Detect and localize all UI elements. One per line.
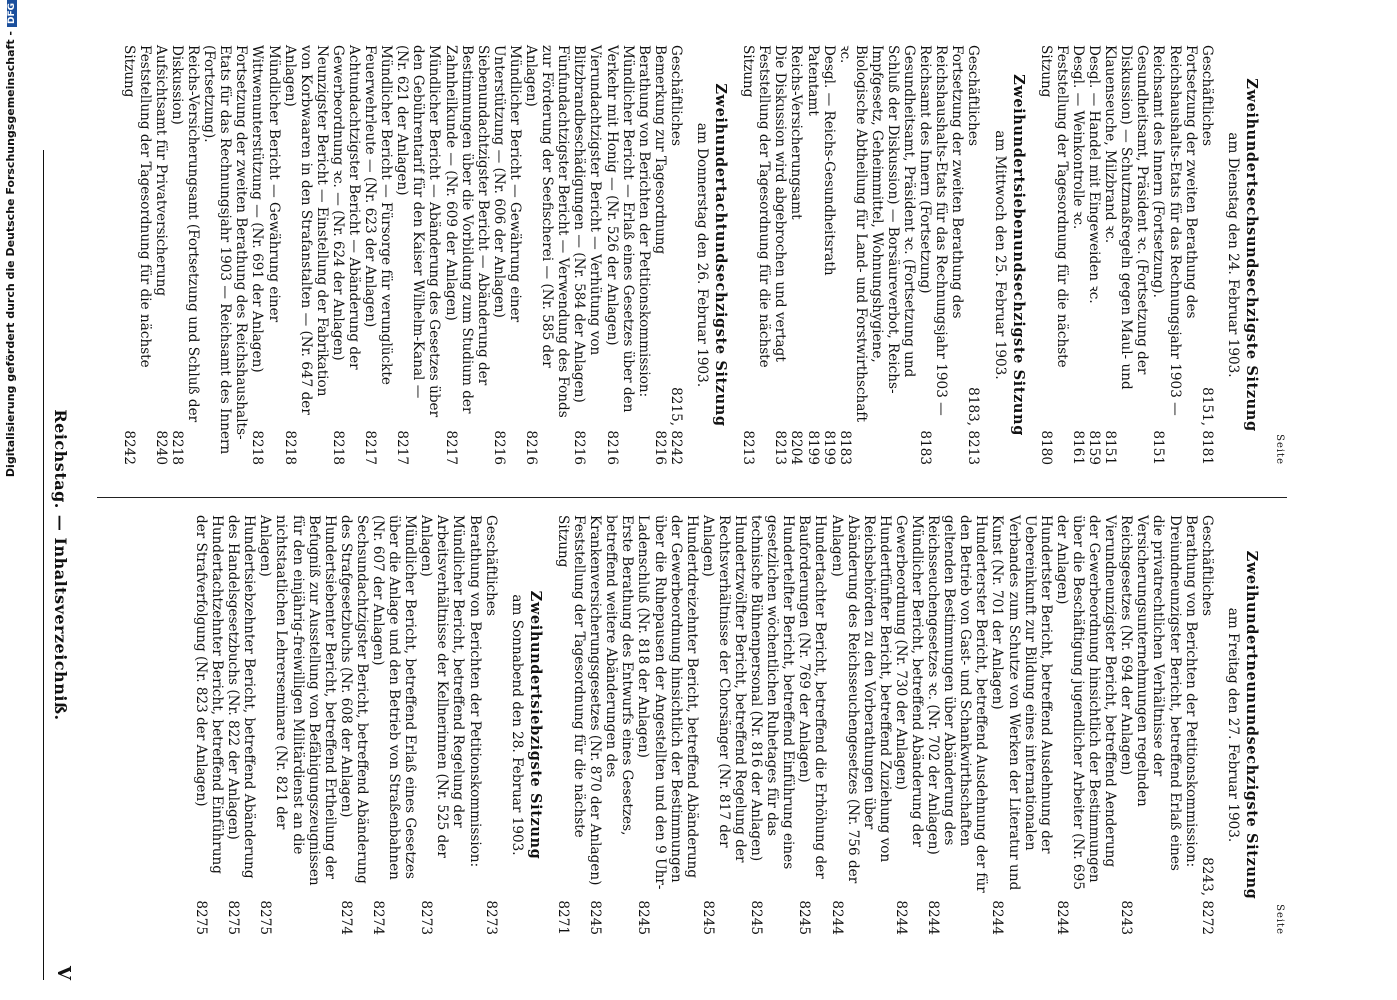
entry-text: Reichs-Versicherungsamt [788,45,805,220]
toc-entry [772,45,788,465]
entry-page: 8218 [249,430,266,465]
entry-text: Fortsetzung der zweiten Berathung des Reichshaushalts-Etats für das Rechnungsjahr 1903 — Reichsamt des Innern (Fortsetzung). [201,45,250,455]
entry-text: Reichs-Versicherungsamt (Fortsetzung und Schluß der Diskussion) [169,45,202,423]
entry-page: 8216 [523,430,540,465]
entry-page: 8213 [772,430,789,465]
toc-entry [748,515,796,935]
entry-text: Berathung von Berichten der Petitionskommission: Dreiundneunzigster Bericht, betreffend Erlaß eines die privatrechtlichen Verhältnisse der Versicherungsunternehmungen regelnden Reichsgesetzes (Nr. 694 der Anlagen) [1118,515,1199,871]
entry-page: 8215, 8242 [667,387,684,465]
entry-text: Vierundachtzigster Bericht — Verhütung von Blitzbrandbeschädigungen — (Nr. 584 der Anlagen) [571,45,604,403]
toc-entry [153,45,169,465]
digitization-note [4,0,17,1000]
entry-page: 8240 [152,430,169,465]
entry-page: 8275 [225,900,242,935]
toc-entry [821,45,837,465]
toc-entry [443,45,491,465]
entry-text: Feststellung der Tagesordnung für die nächste Sitzung [554,515,588,838]
entry-page: 8242 [120,430,137,465]
toc-entry [989,515,1053,935]
toc-entry [668,45,684,465]
entry-text: Sechsundachtzigster Bericht, betreffend Abänderung des Strafgesetzbuchs (Nr. 608 der Anlagen) [337,515,370,884]
toc-entry [700,515,748,935]
toc-entry [1086,45,1102,465]
entry-page: 8216 [603,430,620,465]
entry-text: Hundertsiebzehnter Bericht, betreffend Abänderung des Handelsgesetzbuchs (Nr. 822 der Anlagen) [225,515,258,879]
entry-text: Bemerkung zur Tagesordnung [651,45,668,255]
entry-page: 8180 [1037,430,1054,465]
entry-page: 8159 [1086,430,1103,465]
toc-entry [491,45,523,465]
toc-entry [523,45,571,465]
entry-text: Geschäftliches [667,45,684,146]
entry-page: 8274 [337,900,354,935]
toc-entry [1054,515,1118,935]
entry-page: 8217 [442,430,459,465]
entry-page: 8243 [1118,900,1135,935]
entry-page: 8244 [892,900,909,935]
toc-entry [917,45,965,465]
entry-text: Berathung von Berichten der Petitionskommission: Mündlicher Bericht — Erlaß eines Gesetzes über den Verkehr mit Honig — (Nr. 526 der Anlagen) [603,45,652,413]
session-title: Zweihundertsechsundsechzigste Sitzung [1242,78,1260,432]
right-column [193,515,1287,935]
toc-entry [201,45,249,465]
entry-page: 8204 [788,430,805,465]
page-number: V [53,966,74,980]
entry-text: Hundertster Bericht, betreffend Ausdehnung der Uebereinkunft zur Bildung eines internationalen Verbandes zum Schutze von Werken der Literatur und Kunst (Nr. 701 der Anlagen) [989,515,1054,891]
entry-text: Vierundneunzigster Bericht, betreffend Aenderung der Gewerbeordnung hinsichtlich der Bestimmungen über die Beschäftigung jugendlicher Arbeiter (Nr. 695 der Anlagen) [1053,515,1119,890]
toc-entry [418,515,482,935]
entry-text: Mündlicher Bericht, betreffend Erlaß eines Gesetzes über die Anlage und den Betrieb von Straßenbahnen (Nr. 607 der Anlagen) [370,515,419,880]
entry-page: 8151 [1150,430,1167,465]
entry-page: 8274 [370,900,387,935]
entry-page: 8218 [281,430,298,465]
entry-page: 8245 [796,900,813,935]
session-title: Zweihundertsiebenundsechzigste Sitzung [1009,74,1027,436]
entry-page: 8245 [748,900,765,935]
toc-entry [483,515,499,935]
entry-text: Geschäftliches [1198,515,1215,616]
entry-text: Fortsetzung der zweiten Berathung des Reichshaushalts-Etats für das Rechnungsjahr 1903 — Reichsamt des Innern (Fortsetzung). [1150,45,1199,416]
entry-page: 8273 [482,900,499,935]
toc-entry [893,515,925,935]
toc-entry [740,45,772,465]
toc-entry [169,45,201,465]
entry-text: Mündlicher Bericht — Abänderung des Gesetzes über den Gebührentarif für den Kaiser Wilhelm-Kanal — (Nr. 621 der Anlagen) [394,45,443,418]
session-date: am Donnerstag den 26. Februar 1903. [694,122,710,388]
entry-text: Mündlicher Bericht — Fürsorge für verunglückte Feuerwehrleute — (Nr. 623 der Anlagen) [362,45,395,385]
entry-page: 8244 [925,900,942,935]
toc-entry [1038,45,1070,465]
entry-text: Fortsetzung der zweiten Berathung des Reichshaushalts-Etats für das Rechnungsjahr 1903 — Reichsamt des Innern (Fortsetzung) [917,45,966,416]
footer-text: Digitalisierung gefördert durch die Deutsche Forschungsgemeinschaft - [4,31,17,478]
entry-page: 8218 [169,430,185,465]
entry-page: 8245 [587,900,604,935]
entry-text: Feststellung der Tagesordnung für die nächste Sitzung [1037,45,1070,368]
toc-entry [1199,45,1215,465]
session-title: Zweihundertneunundsechzigste Sitzung [1242,550,1260,900]
toc-entry [1199,515,1215,935]
session-date: am Dienstag den 24. Februar 1903. [1224,132,1241,378]
entry-page: 8161 [1069,430,1086,465]
toc-entry [362,45,394,465]
entry-text: Desgl. — Weinkontrolle ꝛc. [1069,45,1086,230]
entry-page: 8216 [651,430,668,465]
toc-entry [603,45,651,465]
entry-page: 8218 [329,430,346,465]
toc-entry [828,515,892,935]
toc-entry [837,45,917,465]
toc-entry [338,515,370,935]
toc-entry [1102,45,1150,465]
session-date: am Freitag den 27. Februar 1903. [1224,607,1241,843]
entry-page: 8244 [1053,900,1070,935]
toc-entry [193,515,225,935]
entry-text: Gesundheitsamt, Präsident ꝛc. (Fortsetzung der Diskussion) — Schutzmaßregeln gegen Maul- und Klauenseuche, Milzbrand ꝛc. [1102,45,1151,390]
entry-page: 8151 [1102,430,1119,465]
toc-entry [796,515,828,935]
entry-page: 8216 [571,430,588,465]
entry-page: 8275 [257,900,274,935]
entry-text: Desgl. — Handel mit Eingeweiden ꝛc. [1086,45,1103,304]
toc-entry [330,45,362,465]
entry-page: 8273 [418,900,435,935]
entry-text: Siebenundachtzigster Bericht — Abänderung der Bestimmungen über die Vorbildung zum Studium der Zahnheilkunde — (Nr. 609 der Anlagen) [442,45,491,414]
entry-page: 8199 [820,430,837,465]
entry-page: 8243, 8272 [1198,857,1215,935]
toc-entry [925,515,989,935]
toc-entry [635,515,699,935]
entry-text: Mündlicher Bericht, betreffend Abänderung der Gewerbeordnung (Nr. 730 der Anlagen) [892,515,926,848]
entry-page: 8183, 8213 [965,387,982,465]
page-header [43,150,84,980]
entry-text: Geschäftliches [482,515,499,616]
entry-page: 8217 [362,430,379,465]
entry-text: Achtundachtzigster Bericht — Abänderung der Gewerbeordnung ꝛc. — (Nr. 624 der Anlagen) [329,45,363,370]
toc-entry [249,45,281,465]
toc-entry [965,45,981,465]
entry-text: Hundertelfter Bericht, betreffend Einführung eines gesetzlichen wöchentlichen Ruhetages für das technische Bühnenpersonal (Nr. 816 der Anlagen) [748,515,797,870]
toc-entry [1070,45,1086,465]
entry-text: Berathung von Berichten der Petitionskommission: Mündlicher Bericht, betreffend Regelung der Arbeitsverhältnisse der Kellnerinnen (Nr. 525 der Anlagen) [418,515,483,868]
entry-text: Hundertzwölfter Bericht, betreffend Regelung der Rechtsverhältnisse der Chorsänger (Nr. 817 der Anlagen) [699,515,748,863]
toc-entry [652,45,668,465]
entry-text: Erste Berathung des Entwurfs eines Gesetzes, betreffend weitere Abänderungen des Krankenversicherungsgesetzes (Nr. 870 der Anlagen) [587,515,636,886]
toc-entry [1150,45,1198,465]
session-title: Zweihundertachtundsechzigste Sitzung [712,83,730,427]
toc-entry [804,45,820,465]
entry-text: Feststellung der Tagesordnung für die nächste Sitzung [120,45,153,368]
entry-page: 8245 [699,900,716,935]
dfg-logo: DFG [7,0,17,27]
session-date: am Mittwoch den 25. Februar 1903. [991,130,1008,380]
entry-text: Hunderterster Bericht, betreffend Ausdehnung der für den Betrieb von Gast- und Schankwirthschaften geltenden Bestimmungen über Abänderung des Reichsseuchengesetzes ꝛc. (Nr. 702 der Anlagen) [925,515,990,893]
toc-entry [394,45,442,465]
entry-text: Mündlicher Bericht — Gewährung einer Unterstützung — (Nr. 606 der Anlagen) [490,45,523,323]
entry-text: Geschäftliches [965,45,982,146]
toc-entry [788,45,804,465]
toc-entry [571,45,603,465]
toc-entry [1118,515,1198,935]
entry-text: Mündlicher Bericht — Gewährung einer Wittwenunterstützung — (Nr. 691 der Anlagen) [249,45,282,373]
entry-page: 8151, 8181 [1198,387,1215,465]
toc-entry [282,45,330,465]
toc-entry [555,515,587,935]
entry-page: 8213 [740,430,757,465]
entry-page: 8183 [917,430,934,465]
toc-entry [370,515,418,935]
entry-page: 8199 [804,430,821,465]
entry-text: Neunzigster Bericht — Einstellung der Fabrikation von Korbwaaren in den Strafanstalten — (Nr. 647 der Anlagen) [281,45,330,415]
entry-text: Hundertachtzehnter Bericht, betreffend Einführung der Strafverfolgung (Nr. 823 der Anlagen) [193,515,226,874]
seite-label: Seite [1274,434,1285,465]
entry-page: 8244 [989,900,1006,935]
running-title: Reichstag. — Inhaltsverzeichniß. [51,409,70,721]
entry-text: Die Diskussion wird abgebrochen und vertagt [772,45,789,362]
left-column [121,45,1287,465]
entry-page: 8216 [490,430,507,465]
session-title: Zweihundertsiebzigste Sitzung [526,590,544,860]
entry-page: 8271 [554,900,571,935]
entry-text: Desgl. — Reichs-Gesundheitsrath [820,45,837,276]
entry-text: Hundertfünfter Bericht, betreffend Zuziehung von Reichsbehörden zu den Vorberathungen über Abänderung des Reichsseuchengesetzes (Nr. 756 der Anlagen) [828,515,893,884]
session-date: am Sonnabend den 28. Februar 1903. [508,594,525,856]
entry-text: Patentamt [804,45,821,116]
toc-entry [225,515,257,935]
entry-text: Hundertachter Bericht, betreffend die Erhöhung der Bauforderungen (Nr. 769 der Anlagen) [796,515,829,879]
entry-text: Feststellung der Tagesordnung für die nächste Sitzung [740,45,773,368]
entry-text: Gesundheitsamt, Präsident ꝛc. (Fortsetzung und Schluß der Diskussion) — Borsäureverbot, Reichs-Impfgesetz, Geheimmittel, Wohnungshygiene, Biologische Abtheilung für Land- und Forstwirthschaft ꝛc. [836,45,918,422]
toc-entry [587,515,635,935]
entry-page: 8275 [193,900,209,935]
toc-entry [257,515,337,935]
entry-text: Fünfundachtzigster Bericht — Verwendung des Fonds zur Förderung der Seefischerei — (Nr. 585 der Anlagen) [523,45,572,418]
entry-page: 8244 [828,900,845,935]
entry-page: 8245 [635,900,652,935]
column-divider [97,497,1287,498]
entry-page: 8217 [394,430,411,465]
entry-text: Hundertsiebenter Bericht, betreffend Ertheilung der Befugniß zur Ausstellung von Befähigungszeugnissen für den einjährig-freiwilligen Militärdienst an die nichtstaatlichen Lehrerseminare (Nr. 821 der Anlagen) [257,515,338,886]
entry-text: Aufsichtsamt für Privatversicherung [152,45,169,297]
seite-label: Seite [1274,904,1285,935]
entry-text: Geschäftliches [1198,45,1215,146]
entry-page: 8183 [836,430,853,465]
toc-entry [121,45,153,465]
entry-text: Hundertdreizehnter Bericht, betreffend Abänderung der Gewerbeordnung hinsichtlich der Bestimmungen über die Ruhepausen der Angestellten und den 9 Uhr-Ladenschluß (Nr. 818 der Anlagen) [635,515,700,890]
